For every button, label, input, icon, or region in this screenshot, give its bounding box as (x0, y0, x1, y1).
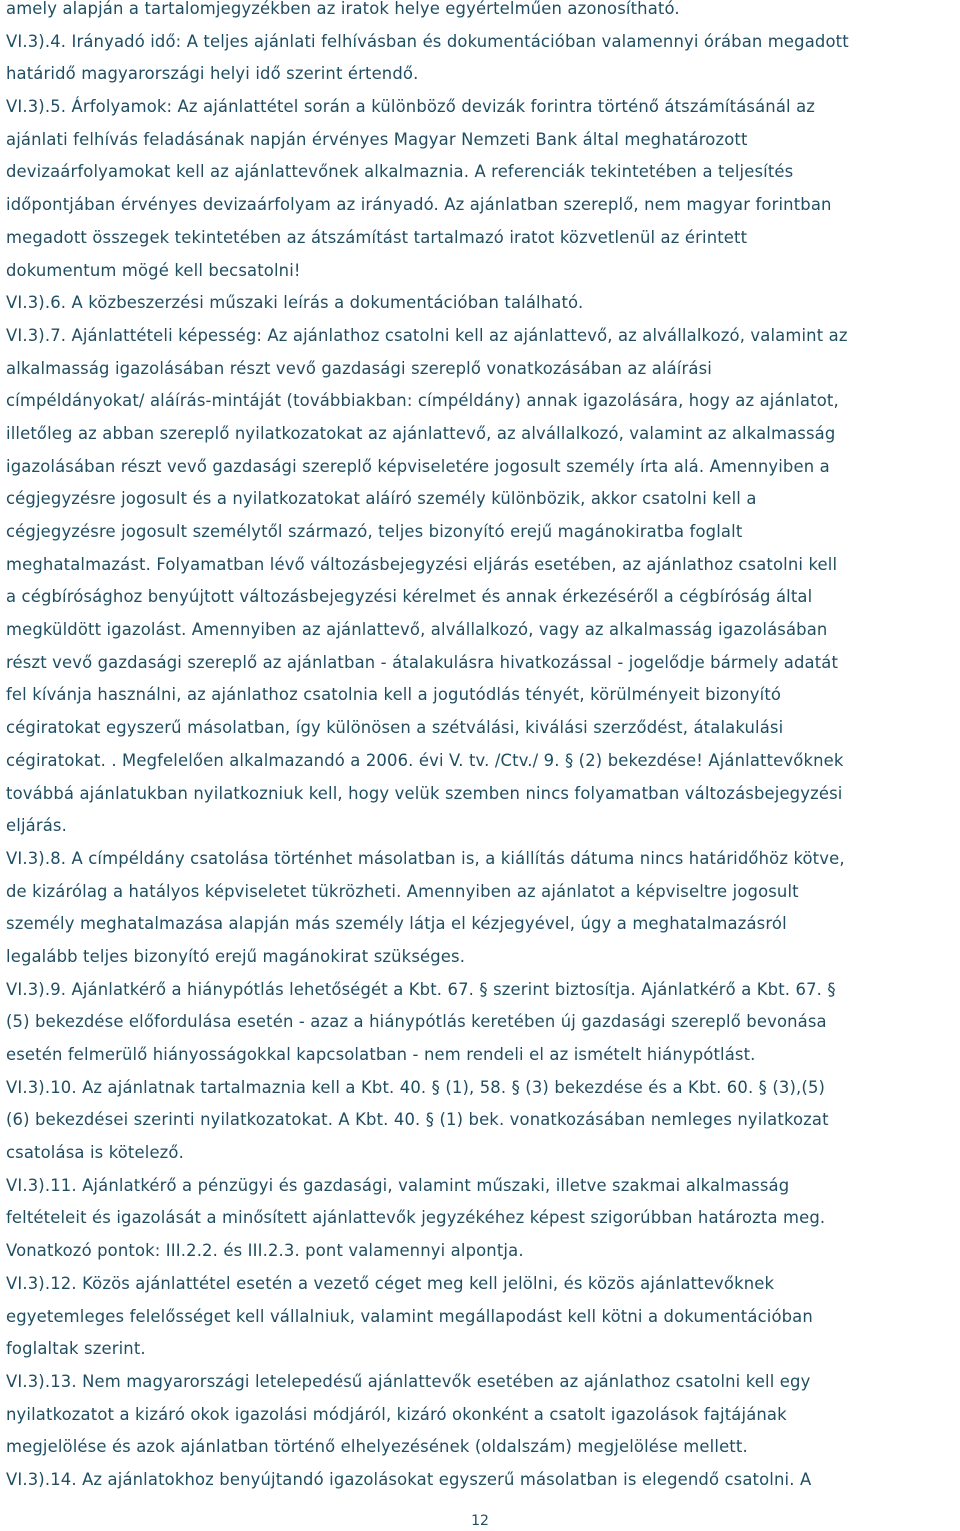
document-body (6, 0, 954, 1497)
text-line: meghatalmazást. Folyamatban lévő változásbejegyzési eljárás esetében, az ajánlathoz csatolni kell (6, 554, 838, 574)
text-line: alkalmasság igazolásában részt vevő gazdasági szereplő vonatkozásában az aláírási (6, 358, 712, 378)
text-line: dokumentum mögé kell becsatolni! (6, 260, 301, 280)
text-line: VI.3).6. A közbeszerzési műszaki leírás a dokumentációban található. (6, 293, 584, 313)
text-line: Vonatkozó pontok: III.2.2. és III.2.3. pont valamennyi alpontja. (6, 1241, 524, 1261)
text-line: megküldött igazolást. Amennyiben az ajánlattevő, alvállalkozó, vagy az alkalmasság igazolásában (6, 620, 828, 640)
text-line: devizaárfolyamokat kell az ajánlattevőnek alkalmaznia. A referenciák tekintetében a teljesítés (6, 162, 794, 182)
text-line: feltételeit és igazolását a minősített ajánlattevők jegyzékéhez képest szigorúbban határozta meg. (6, 1208, 826, 1228)
text-line: eljárás. (6, 816, 67, 836)
text-line: VI.3).4. Irányadó idő: A teljes ajánlati felhívásban és dokumentációban valamennyi órában megadott (6, 31, 849, 51)
text-line: esetén felmerülő hiányosságokkal kapcsolatban - nem rendeli el az ismételt hiánypótlást. (6, 1045, 756, 1064)
text-line: VI.3).8. A címpéldány csatolása történhet másolatban is, a kiállítás dátuma nincs határidőhöz kötve, (6, 848, 845, 868)
text-line: cégjegyzésre jogosult személytől származó, teljes bizonyító erejű magánokiratba foglalt (6, 522, 743, 541)
text-line: nyilatkozatot a kizáró okok igazolási módjáról, kizáró okonként a csatolt igazolások fajtájának (6, 1404, 787, 1424)
text-line: VI.3).14. Az ajánlatokhoz benyújtandó igazolásokat egyszerű másolatban is elegendő csatolni. A (6, 1469, 812, 1489)
text-line: a cégbírósághoz benyújtott változásbejegyzési kérelmet és annak érkezéséről a cégbíróság által (6, 587, 813, 607)
text-line: személy meghatalmazása alapján más személy látja el kézjegyével, úgy a meghatalmazásról (6, 914, 787, 934)
text-line: VI.3).7. Ajánlattételi képesség: Az ajánlathoz csatolni kell az ajánlattevő, az alvállalkozó, valamint az (6, 325, 848, 345)
text-line: illetőleg az abban szereplő nyilatkozatokat az ajánlattevő, az alvállalkozó, valamint az alkalmasság (6, 423, 836, 443)
text-line: megadott összegek tekintetében az átszámítást tartalmazó iratot közvetlenül az érintett (6, 227, 748, 247)
text-line: megjelölése és azok ajánlatban történő elhelyezésének (oldalszám) megjelölése mellett. (6, 1437, 748, 1457)
text-line: határidő magyarországi helyi idő szerint értendő. (6, 64, 419, 84)
text-line: VI.3).11. Ajánlatkérő a pénzügyi és gazdasági, valamint műszaki, illetve szakmai alkalmasság (6, 1175, 790, 1195)
text-line: fel kívánja használni, az ajánlathoz csatolnia kell a jogutódlás tényét, körülményeit bizonyító (6, 685, 782, 705)
text-line: időpontjában érvényes devizaárfolyam az irányadó. Az ajánlatban szereplő, nem magyar forintban (6, 195, 832, 215)
text-line: VI.3).13. Nem magyarországi letelepedésű ajánlattevők esetében az ajánlathoz csatolni kell egy (6, 1371, 811, 1391)
text-line: továbbá ajánlatukban nyilatkozniuk kell, hogy velük szemben nincs folyamatban változásbejegyzési (6, 783, 843, 803)
text-line: amely alapján a tartalomjegyzékben az iratok helye egyértelműen azonosítható. (6, 0, 680, 18)
text-line: VI.3).12. Közös ajánlattétel esetén a vezető céget meg kell jelölni, és közös ajánlattevőknek (6, 1273, 775, 1293)
text-line: cégiratokat egyszerű másolatban, így különösen a szétválási, kiválási szerződést, átalakulási (6, 718, 784, 738)
text-line: csatolása is kötelező. (6, 1143, 184, 1163)
text-line: (6) bekezdései szerinti nyilatkozatokat. A Kbt. 40. § (1) bek. vonatkozásában nemleges nyilatkozat (6, 1110, 829, 1130)
text-line: de kizárólag a hatályos képviseletet tükrözheti. Amennyiben az ajánlatot a képviseltre jogosult (6, 881, 799, 901)
text-line: részt vevő gazdasági szereplő az ajánlatban - átalakulásra hivatkozással - jogelődje bármely adatát (6, 652, 839, 672)
text-line: VI.3).5. Árfolyamok: Az ajánlattétel során a különböző devizák forintra történő átszámításánál az (6, 97, 816, 117)
text-line: egyetemleges felelősséget kell vállalniuk, valamint megállapodást kell kötni a dokumentációban (6, 1306, 813, 1326)
page-number: 12 (471, 1513, 489, 1529)
text-line: legalább teljes bizonyító erejű magánokirat szükséges. (6, 946, 466, 966)
text-line: cégiratokat. . Megfelelően alkalmazandó a 2006. évi V. tv. /Ctv./ 9. § (2) bekezdése! Ajánlattevőknek (6, 750, 844, 770)
text-line: (5) bekezdése előfordulása esetén - azaz a hiánypótlás keretében új gazdasági szereplő bevonása (6, 1012, 827, 1032)
text-line: ajánlati felhívás feladásának napján érvényes Magyar Nemzeti Bank által meghatározott (6, 129, 748, 149)
text-line: címpéldányokat/ aláírás-mintáját (továbbiakban: címpéldány) annak igazolására, hogy az ajánlatot, (6, 391, 839, 411)
text-line: VI.3).9. Ajánlatkérő a hiánypótlás lehetőségét a Kbt. 67. § szerint biztosítja. Ajánlatkérő a Kbt. 67. § (6, 979, 836, 999)
text-line: VI.3).10. Az ajánlatnak tartalmaznia kell a Kbt. 40. § (1), 58. § (3) bekezdése és a Kbt. 60. § (3),(5) (6, 1077, 826, 1097)
text-line: igazolásában részt vevő gazdasági szereplő képviseletére jogosult személy írta alá. Amennyiben a (6, 456, 830, 476)
text-line: cégjegyzésre jogosult és a nyilatkozatokat aláíró személy különbözik, akkor csatolni kell a (6, 489, 757, 509)
text-line: foglaltak szerint. (6, 1339, 146, 1359)
